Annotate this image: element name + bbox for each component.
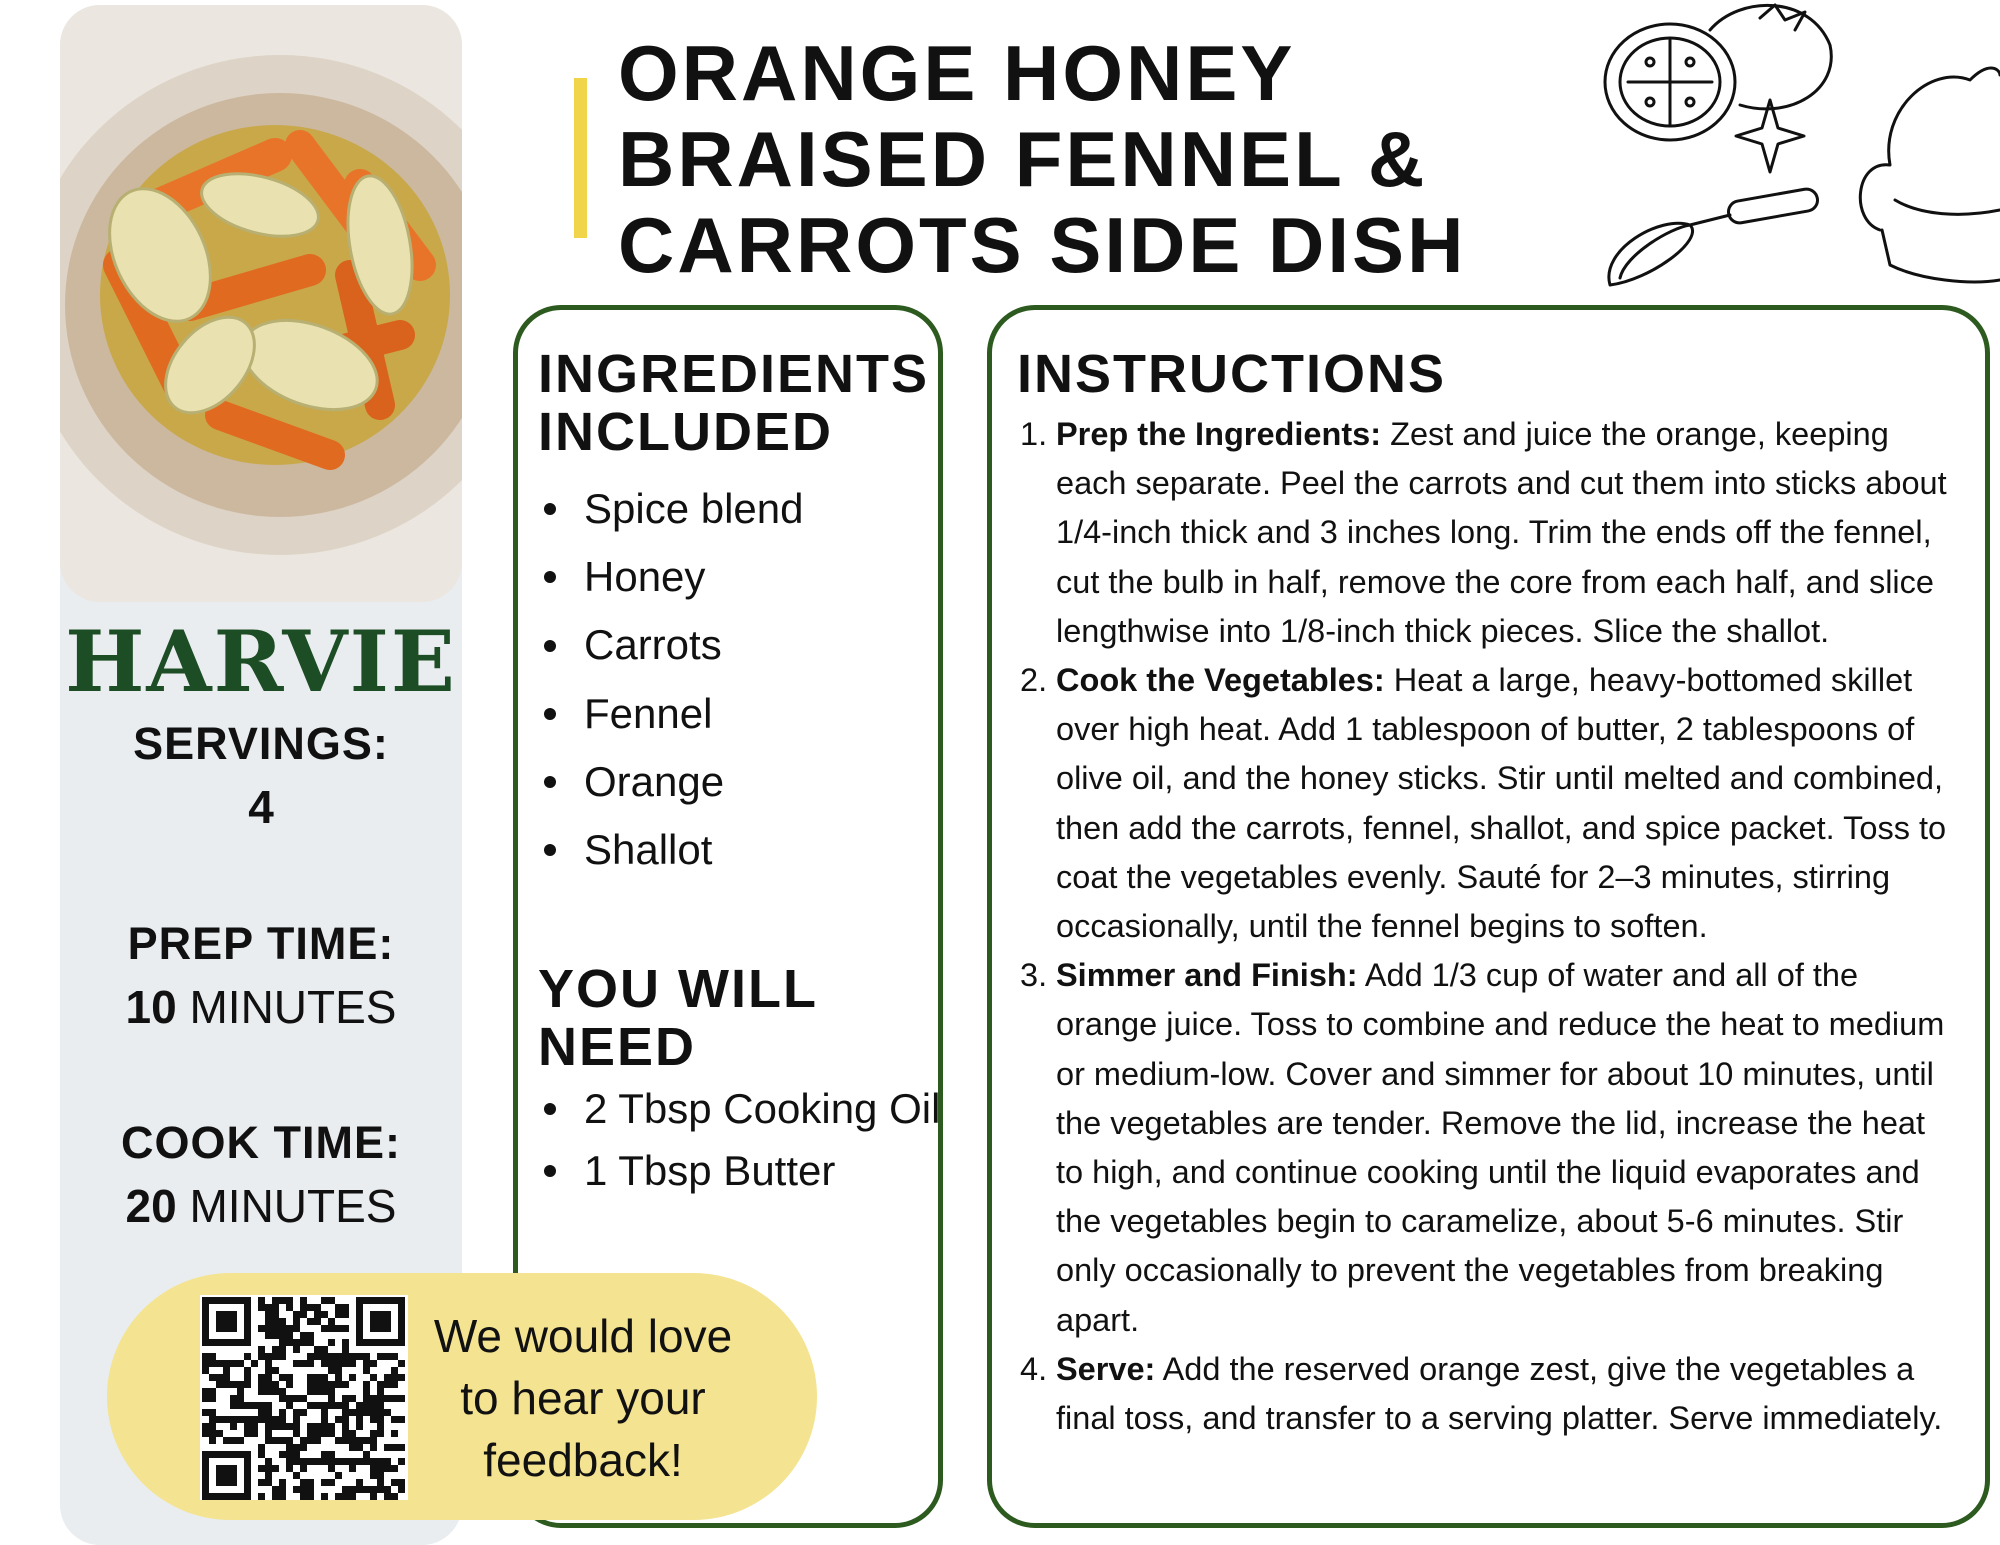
list-item: Spice blend	[538, 475, 804, 543]
cook-time-stat	[60, 1117, 462, 1233]
list-item: 2 Tbsp Cooking Oil	[538, 1078, 940, 1140]
instruction-step: 1. Prep the Ingredients: Zest and juice the orange, keeping each separate. Peel the carrots and cut them into sticks about 1/4-inch thick and 3 inches long. Trim the ends off the fennel, cut the bulb in half, remove the core from each half, and slice lengthwise into 1/8-inch thick pieces. Slice the shallot.	[1020, 416, 1947, 649]
list-item: Shallot	[538, 816, 804, 884]
list-item: Fennel	[538, 680, 804, 748]
servings-label: SERVINGS:	[133, 718, 389, 769]
prep-time-label: PREP TIME:	[127, 918, 395, 969]
instruction-step: 3. Simmer and Finish: Add 1/3 cup of water and all of the orange juice. Toss to combine and reduce the heat to medium or medium-low. Cover and simmer for about 10 minutes, until the vegetables are tender. Remove the lid, increase the heat to high, and continue cooking until the liquid evaporates and the vegetables begin to caramelize, about 5-6 minutes. Stir only occasionally to prevent the vegetables from breaking apart.	[1020, 957, 1945, 1338]
brand-logo: HARVIE	[65, 612, 457, 711]
qr-code-icon[interactable]	[200, 1295, 408, 1500]
title-accent-bar	[574, 78, 587, 238]
sparkle-icon	[1736, 100, 1804, 172]
dish-photo	[60, 5, 462, 602]
list-item: Honey	[538, 543, 804, 611]
you-will-need-heading: YOU WILL NEED	[538, 959, 818, 1077]
list-item: Orange	[538, 748, 804, 816]
cook-time-label: COOK TIME:	[121, 1117, 401, 1168]
instructions-list	[1020, 410, 1960, 1443]
cook-time-value: 20 MINUTES	[125, 1180, 397, 1232]
instruction-step: 4. Serve: Add the reserved orange zest, give the vegetables a final toss, and transfer to a serving platter. Serve immediately.	[1020, 1350, 1943, 1437]
list-item: Carrots	[538, 611, 804, 679]
page-title: ORANGE HONEY BRAISED FENNEL & CARROTS SIDE DISH	[618, 29, 1467, 289]
kitchen-doodles	[1590, 0, 2000, 300]
tomato-icon	[1605, 5, 1831, 140]
prep-time-stat	[60, 918, 462, 1034]
whisk-icon	[1609, 187, 1819, 285]
chef-hat-icon	[1860, 68, 2000, 282]
list-item: 1 Tbsp Butter	[538, 1140, 940, 1202]
ingredients-list	[538, 475, 804, 884]
servings-value: 4	[248, 781, 274, 833]
prep-time-value: 10 MINUTES	[125, 981, 397, 1033]
you-will-need-list	[538, 1078, 940, 1202]
instructions-heading: INSTRUCTIONS	[1017, 344, 1446, 404]
servings-stat	[60, 718, 462, 834]
ingredients-heading: INGREDIENTS INCLUDED	[538, 344, 930, 462]
feedback-message: We would love to hear your feedback!	[433, 1310, 733, 1486]
instruction-step: 2. Cook the Vegetables: Heat a large, heavy-bottomed skillet over high heat. Add 1 tablespoon of butter, 2 tablespoons of olive oil, and the honey sticks. Stir until melted and combined, then add the carrots, fennel, shallot, and spice packet. Toss to coat the vegetables evenly. Sauté for 2–3 minutes, stirring occasionally, until the fennel begins to soften.	[1020, 662, 1947, 945]
